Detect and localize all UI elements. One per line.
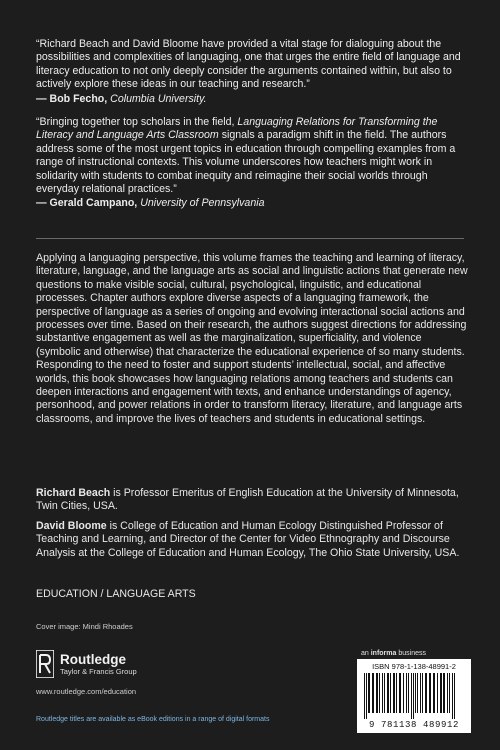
- subject-category: EDUCATION / LANGUAGE ARTS: [36, 588, 196, 600]
- bio-bloome: David Bloome is College of Education and Human Ecology Distinguished Professor of Teaching and Learning, and Director of the Center for Video Ethnography and Discourse Analysis at the College of Education and Human Ecology, The Ohio State University, USA.: [36, 519, 460, 559]
- barcode-icon: [360, 673, 468, 719]
- endorsement-fecho: [36, 38, 466, 106]
- isbn-label: ISBN 978-1-138-48991-2: [372, 662, 456, 671]
- endorsement-attribution: [36, 93, 466, 106]
- endorsement-affiliation: University of Pennsylvania: [140, 197, 265, 210]
- publisher-logo[interactable]: [36, 650, 137, 678]
- endorsement-text: “Bringing together top scholars in the field, Languaging Relations for Transforming the Literacy and Language Arts Classroom signals a paradigm shift in the field. The authors address some of the most urgent topics in education through compelling examples from a range of instructional contexts. This volume underscores how teachers might work in solidarity with students to combat inequity and reimagine their social worlds through everyday relational practices.”: [36, 116, 456, 196]
- endorsement-affiliation: Columbia University.: [110, 92, 207, 105]
- endorsement-author: — Bob Fecho,: [36, 92, 108, 105]
- author-bios: [36, 487, 468, 560]
- endorsements: [36, 38, 466, 211]
- book-title: Languaging Relations for Transforming the Literacy and Language Arts Classroom: [36, 116, 438, 142]
- informa-tagline: an informa business: [361, 650, 426, 657]
- endorsement-campano: [36, 116, 466, 211]
- endorsement-attribution: [36, 197, 466, 210]
- publisher-name: Routledge: [60, 651, 126, 667]
- bio-beach: Richard Beach is Professor Emeritus of English Education at the University of Minnesota, Twin Cities, USA.: [36, 487, 459, 513]
- cover-image-credit: Cover image: Mindi Rhoades: [36, 622, 133, 631]
- routledge-logo-icon: [36, 650, 54, 678]
- bio-name: David Bloome: [36, 519, 107, 532]
- publisher-subtitle: Taylor & Francis Group: [60, 666, 137, 676]
- endorsement-author: — Gerald Campano,: [36, 197, 138, 210]
- barcode-panel: [357, 659, 471, 733]
- book-description: Applying a languaging perspective, this volume frames the teaching and learning of literacy, literature, language, and the language arts as social and linguistic actions that generate new questions to make visible social, cultural, psychological, linguistic, and educational processes. Chapter authors explore diverse aspects of a languaging framework, the perspective of language as a series of ongoing and evolving interactional social actions and processes over time. Based on their research, the authors suggest directions for addressing substantive engagement as well as the marginalization, superficiality, and violence (symbolic and otherwise) that characterize the educational experience of so many students. Responding to the need to foster and support students’ intellectual, social, and affective worlds, this book showcases how languaging relations among teachers and students can deepen interactions and engagement with texts, and enhance understandings of agency, personhood, and power relations in order to transform literacy, literature, and language arts classrooms, and improve the lives of teachers and students in educational settings.: [36, 252, 468, 425]
- ebook-note: Routledge titles are available as eBook editions in a range of digital formats: [36, 716, 270, 723]
- publisher-wordmark: [60, 653, 137, 676]
- barcode-digits: 9 781138 489912: [368, 720, 459, 730]
- section-divider: [36, 238, 464, 239]
- endorsement-text: “Richard Beach and David Bloome have provided a vital stage for dialoguing about the possibilities and complexities of languaging, one that urges the entire field of language and literacy education to not only deeply consider the arguments contained within, but also to actively explore these ideas in our teaching and research.”: [36, 38, 461, 91]
- publisher-url[interactable]: www.routledge.com/education: [36, 687, 137, 696]
- bio-name: Richard Beach: [36, 487, 111, 499]
